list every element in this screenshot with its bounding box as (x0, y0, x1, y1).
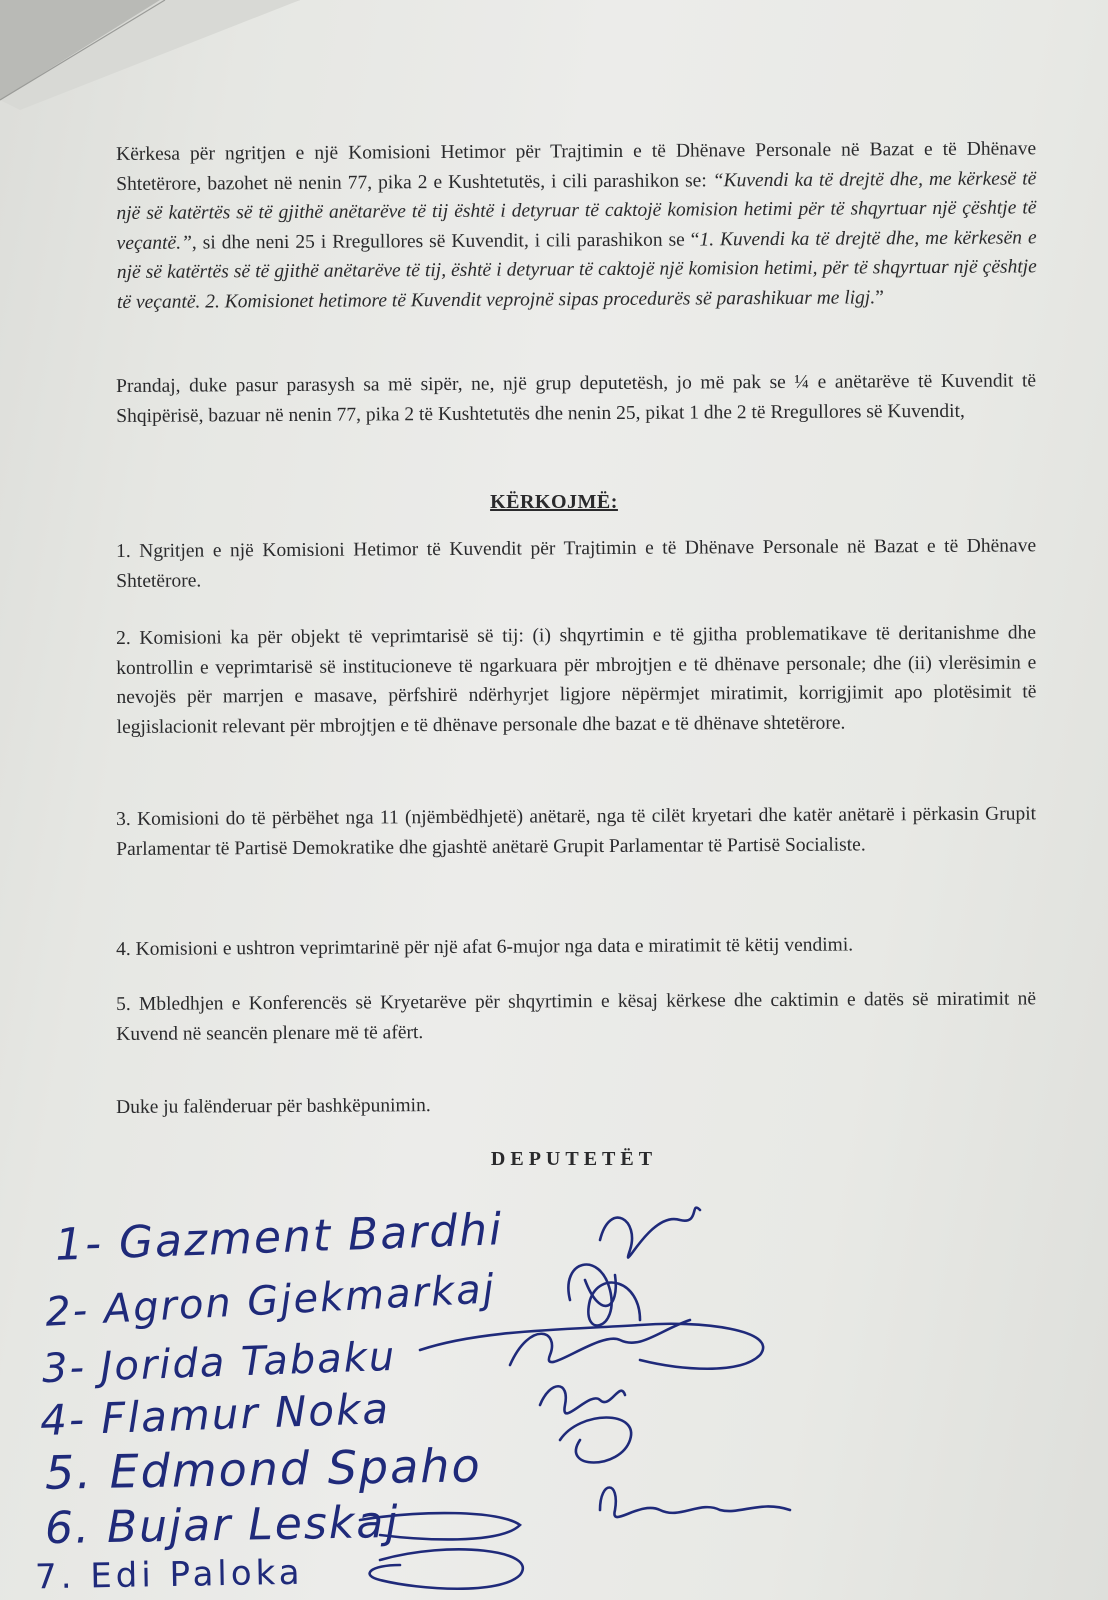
request-item-2 (116, 618, 1037, 742)
signature-3: 3- Jorida Tabaku (41, 1333, 397, 1393)
constitution-quote: “Kuvendi ka të drejtë dhe, me kërkesë të një së katërtës së të gjithë anëtarëve të tij është i detyruar të caktojë komision hetimi për të shqyrtuar një çështje të veçantë.” (116, 167, 1037, 254)
request-item-1 (116, 531, 1036, 596)
signatories-heading: DEPUTETËT (490, 1148, 658, 1170)
request-heading: KËRKOJMË: (490, 491, 618, 513)
request-item-text: 2. Komisioni ka për objekt të veprimtarisë së tij: (i) shqyrtimin e të gjitha problematikave të deritanishme dhe kontrollin e veprimtarisë së institucioneve të ngarkuara për mbrojtjen e të dhënave personale; dhe (ii) vlerësimin e nevojës për marrjen e masave, përfshirë ndërhyrjet ligjore nëpërmjet miratimit, korrigjimit apo plotësimit të legjislacionit relevant për mbrojtjen e të dhënave personale dhe bazat e të dhënave shtetërore. (116, 622, 1037, 738)
signature-6: 6. Bujar Leskaj (44, 1496, 400, 1555)
closing-text: Duke ju falënderuar për bashkëpunimin. (116, 1095, 431, 1118)
folded-corner (0, 0, 300, 110)
intro-text-2: , si dhe neni 25 i Rregullores së Kuvendit, i cili parashikon se “ (191, 228, 700, 254)
request-item-text: 4. Komisioni e ushtron veprimtarinë për një afat 6-mujor nga data e miratimit të këtij vendimi. (116, 934, 854, 960)
intro-paragraph (116, 134, 1037, 317)
intro-text-1: Kërkesa për ngritjen e një Komisioni Hetimor për Trajtimin e të Dhënave Personale në Bazat e të Dhënave Shtetërore, bazohet në nenin 77, pika 2 e Kushtetutës, i cili parashikon se: (116, 138, 1037, 195)
whereas-paragraph (116, 366, 1036, 431)
signature-2: 2- Agron Gjekmarkaj (44, 1266, 497, 1336)
whereas-text: Prandaj, duke pasur parasysh sa më sipër, ne, një grup deputetësh, jo më pak se ¼ e anëtarëve të Kuvendit të Shqipërisë, bazuar në nenin 77, pika 2 të Kushtetutës dhe nenin 25, pikat 1 dhe 2 të Rregullores së Kuvendit, (116, 370, 1037, 427)
signature-5: 5. Edmond Spaho (44, 1438, 483, 1500)
request-item-3 (116, 799, 1036, 864)
signature-7: 7. Edi Paloka (34, 1552, 304, 1598)
regulation-quote: 1. Kuvendi ka të drejtë dhe, me kërkesën e një së katërtës së të gjithë anëtarëve të tij, është i detyruar të caktojë një komision hetimi, për të shqyrtuar një çështje të veçantë. 2. Komisionet hetimore të Kuvendit veprojnë sipas procedurës së parashikuar me ligj. (116, 226, 1037, 313)
closing-line (116, 1087, 1036, 1122)
signature-list (0, 1180, 1108, 1600)
request-item-text: 3. Komisioni do të përbëhet nga 11 (njëmbëdhjetë) anëtarë, nga të cilët kryetari dhe katër anëtarë i përkasin Grupit Parlamentar të Partisë Demokratike dhe gjashtë anëtarë Grupit Parlamentar të Partisë Socialiste. (116, 803, 1037, 860)
signature-4: 4- Flamur Noka (39, 1383, 391, 1446)
request-item-text: 5. Mbledhjen e Konferencës së Kryetarëve për shqyrtimin e kësaj kërkese dhe caktimin e datës së miratimit në Kuvend në seancën plenare më të afërt. (116, 988, 1037, 1045)
intro-text-3: ” (875, 286, 884, 308)
request-item-text: 1. Ngritjen e një Komisioni Hetimor të Kuvendit për Trajtimin e të Dhënave Personale në Bazat e të Dhënave Shtetërore. (116, 535, 1037, 592)
request-item-5 (116, 984, 1036, 1049)
request-item-4 (116, 929, 1036, 964)
signature-1: 1- Gazment Bardhi (54, 1204, 505, 1271)
